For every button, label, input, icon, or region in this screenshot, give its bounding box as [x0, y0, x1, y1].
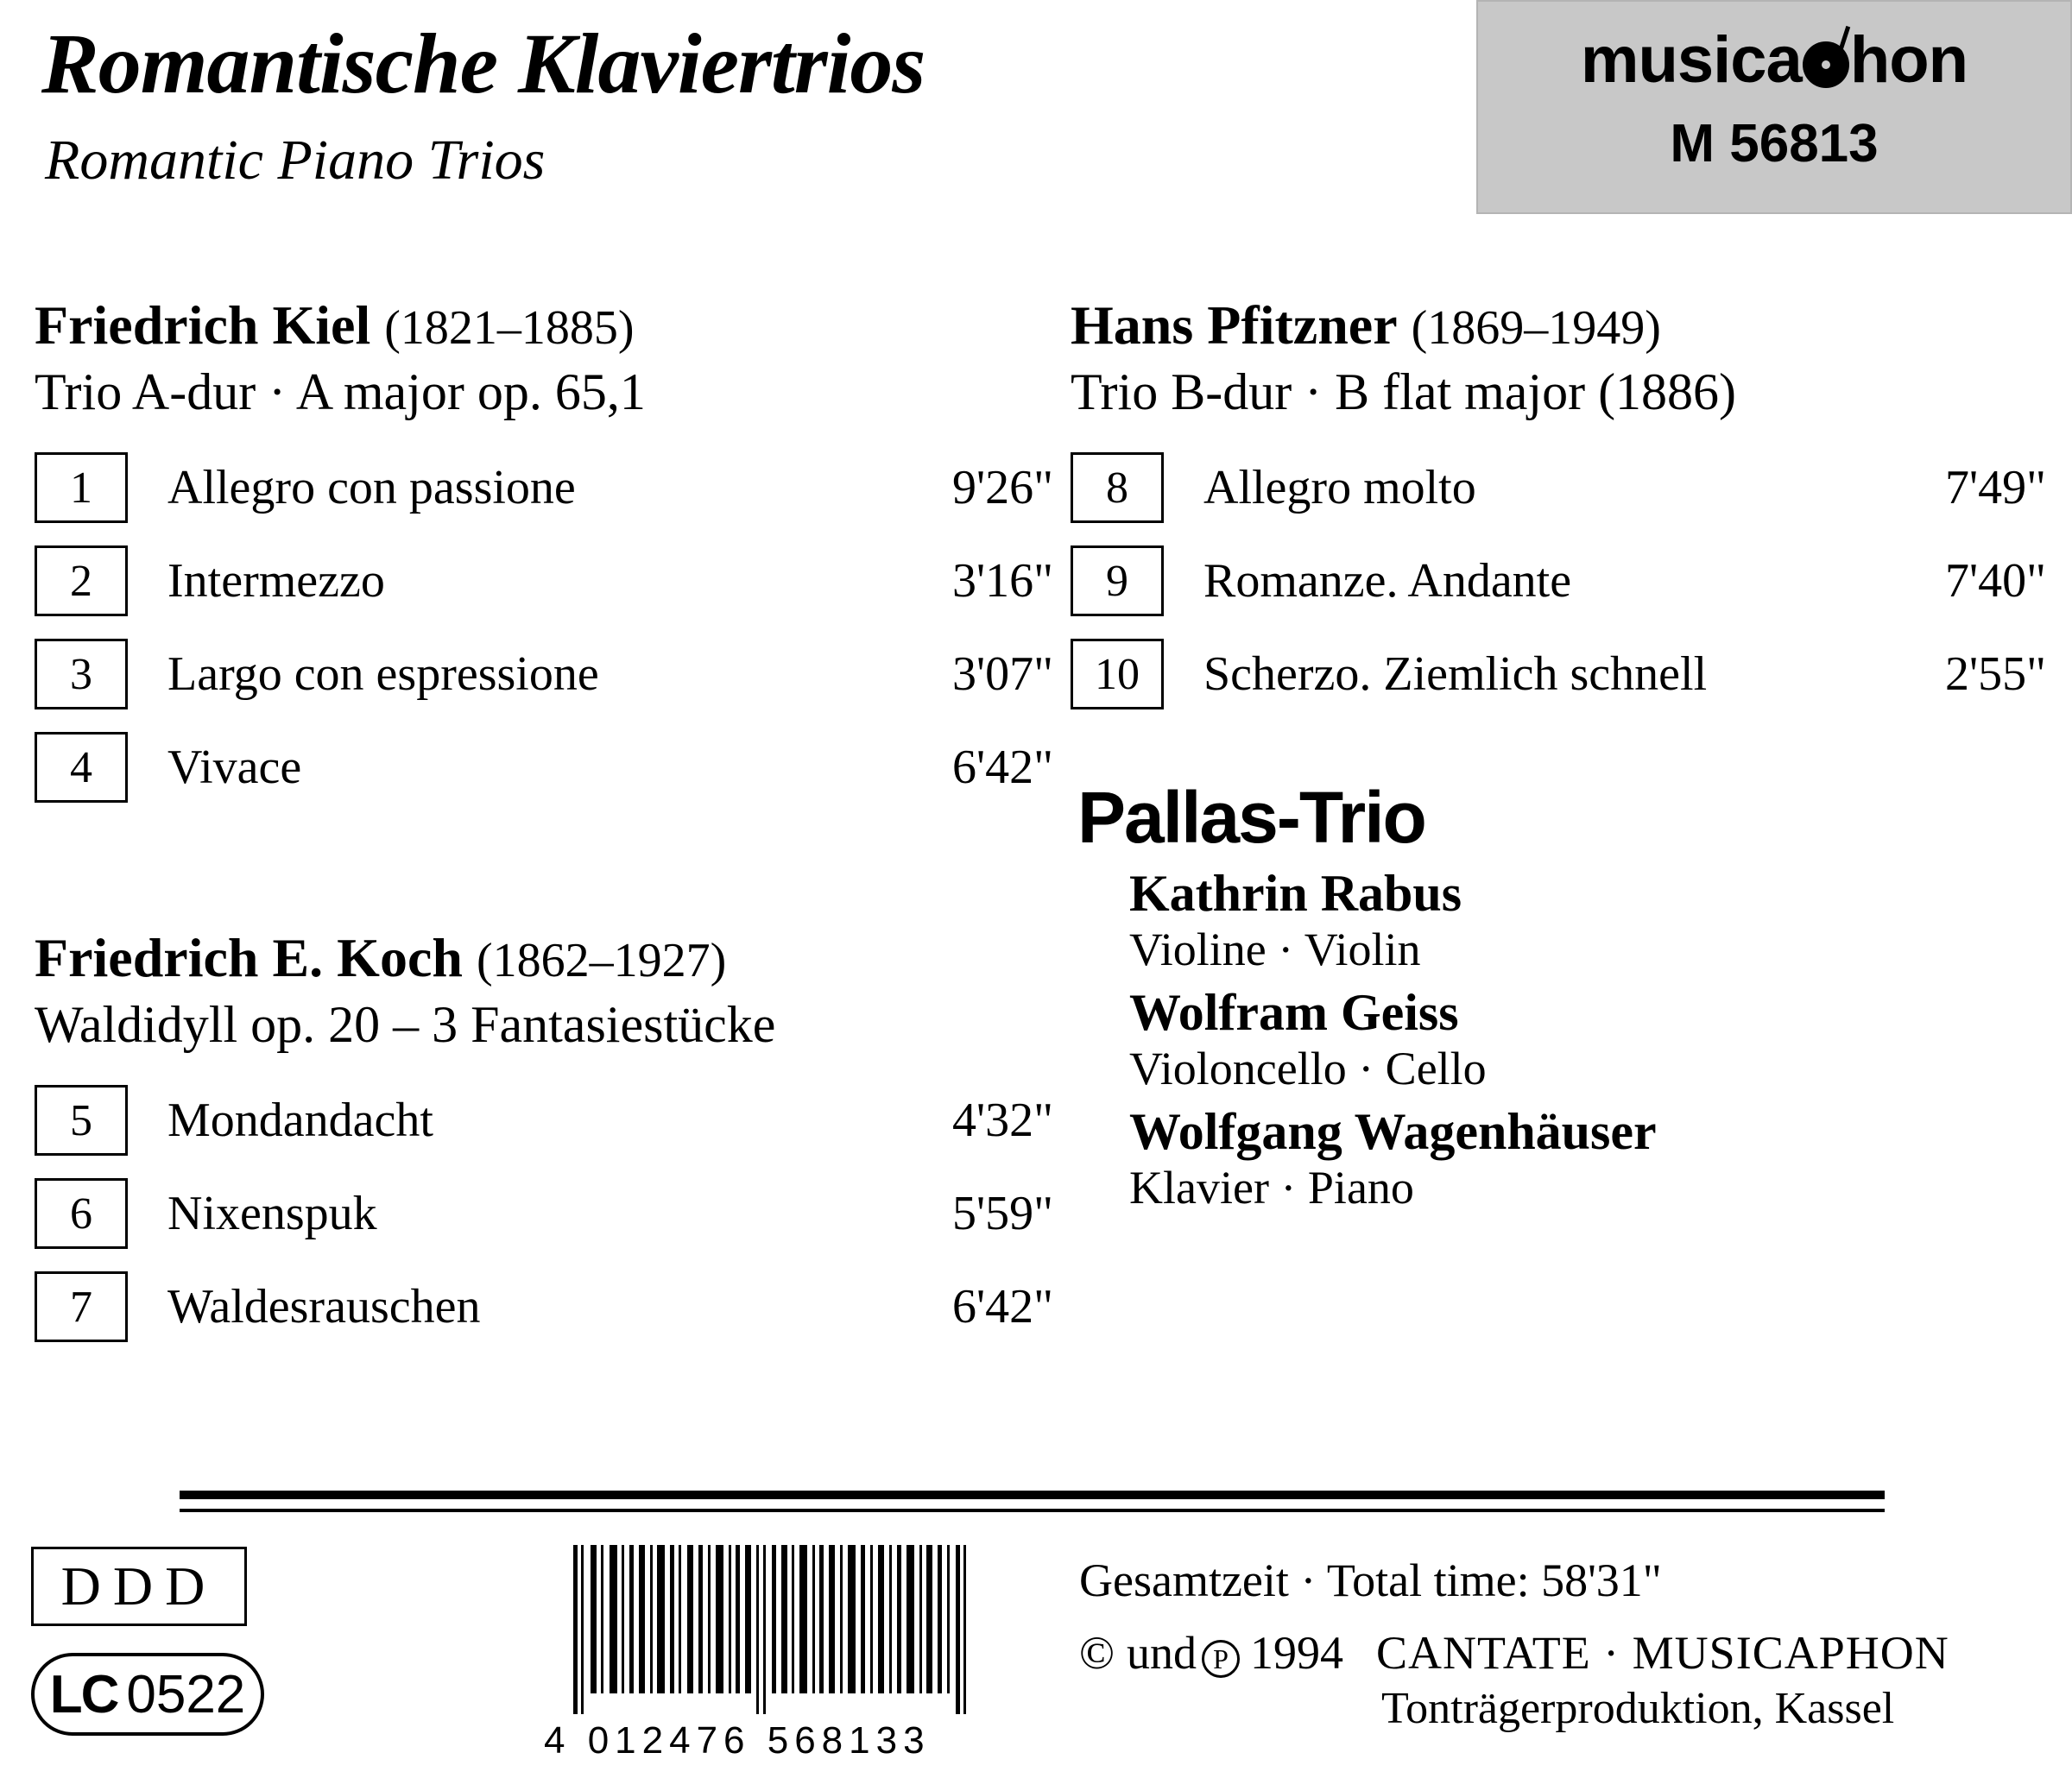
table-row	[1071, 534, 2046, 627]
table-row	[35, 1074, 1053, 1167]
copyright-year: 1994	[1250, 1627, 1344, 1679]
phonogram-icon: P	[1202, 1640, 1240, 1678]
track-title: Intermezzo	[167, 554, 385, 608]
track-duration: 3'07"	[952, 647, 1053, 701]
composer-name: Friedrich E. Koch	[35, 927, 463, 988]
track-title: Vivace	[167, 741, 302, 794]
performer-name: Wolfgang Wagenhäuser	[1129, 1102, 1657, 1160]
track-title: Nixenspuk	[167, 1187, 377, 1240]
list-item	[1129, 865, 2046, 977]
composer-name: Friedrich Kiel	[35, 294, 371, 356]
track-title: Allegro con passione	[167, 461, 576, 514]
composer-heading	[1071, 293, 2046, 357]
track-duration: 4'32"	[952, 1094, 1053, 1147]
label-company: CANTATE · MUSICAPHON	[1376, 1627, 1949, 1679]
left-column	[35, 293, 1053, 1353]
total-time: Gesamtzeit · Total time: 58'31"	[1079, 1554, 1662, 1606]
track-number: 8	[1071, 452, 1164, 523]
track-title: Largo con espressione	[167, 647, 599, 701]
table-row	[35, 441, 1053, 534]
production-note: Tonträgerproduktion, Kassel	[1381, 1684, 1895, 1733]
track-duration: 6'42"	[952, 1280, 1053, 1334]
composer-dates: (1862–1927)	[476, 934, 727, 987]
track-duration: 7'40"	[1945, 554, 2046, 608]
work-title: Waldidyll op. 20 – 3 Fantasiestücke	[35, 996, 776, 1053]
tracklist-kiel	[35, 441, 1053, 814]
ensemble-name: Pallas-Trio	[1077, 777, 1425, 858]
vinyl-disc-icon	[1803, 41, 1849, 88]
track-duration: 6'42"	[952, 741, 1053, 794]
right-column	[1071, 293, 2046, 1221]
label-brand-tail: hon	[1849, 23, 1968, 97]
divider-thin	[180, 1509, 1885, 1512]
label-badge	[1476, 0, 2072, 214]
page-subtitle: Romantic Piano Trios	[45, 129, 546, 192]
list-item	[1129, 984, 2046, 1096]
footer-right	[1079, 1554, 2046, 1734]
performer-name: Wolfram Geiss	[1129, 983, 1459, 1041]
track-duration: 3'16"	[952, 554, 1053, 608]
barcode	[570, 1545, 993, 1718]
track-number: 9	[1071, 545, 1164, 616]
composer-dates: (1821–1885)	[384, 301, 635, 355]
track-duration: 5'59"	[952, 1187, 1053, 1240]
work-title: Trio B-dur · B flat major (1886)	[1071, 363, 1737, 420]
track-title: Mondandacht	[167, 1094, 433, 1147]
track-title: Romanze. Andante	[1203, 554, 1572, 608]
track-number: 4	[35, 732, 128, 803]
table-row	[1071, 441, 2046, 534]
performer-role: Violine · Violin	[1129, 924, 1421, 976]
track-title: Waldesrauschen	[167, 1280, 481, 1334]
track-number: 1	[35, 452, 128, 523]
composer-name: Hans Pfitzner	[1071, 294, 1398, 356]
track-number: 7	[35, 1271, 128, 1342]
track-number: 3	[35, 639, 128, 709]
track-number: 2	[35, 545, 128, 616]
table-row	[35, 1167, 1053, 1260]
label-brand-text: musica	[1580, 23, 1802, 97]
performer-name: Kathrin Rabus	[1129, 865, 1462, 922]
lc-code-badge	[31, 1653, 264, 1736]
tracklist-koch	[35, 1074, 1053, 1353]
composer-dates: (1869–1949)	[1411, 301, 1661, 355]
section-spacer	[35, 814, 1053, 926]
page-title: Romantische Klaviertrios	[41, 16, 925, 111]
lc-prefix: LC	[49, 1664, 118, 1724]
performer-role: Violoncello · Cello	[1129, 1043, 1487, 1094]
table-row	[35, 534, 1053, 627]
tracklist-pfitzner	[1071, 441, 2046, 721]
track-duration: 7'49"	[1945, 461, 2046, 514]
track-number: 5	[35, 1085, 128, 1156]
table-row	[1071, 627, 2046, 721]
ddd-badge: DDD	[31, 1547, 247, 1626]
copyright-symbol: ©	[1079, 1627, 1115, 1679]
list-item	[1129, 1103, 2046, 1215]
catalog-number: M 56813	[1670, 114, 1879, 173]
table-row	[35, 721, 1053, 814]
track-number: 6	[35, 1178, 128, 1249]
composer-heading	[35, 293, 1053, 357]
track-title: Scherzo. Ziemlich schnell	[1203, 647, 1708, 701]
work-title: Trio A-dur · A major op. 65,1	[35, 363, 646, 420]
composer-heading	[35, 926, 1053, 990]
label-brand	[1478, 22, 2070, 98]
table-row	[35, 627, 1053, 721]
track-duration: 9'26"	[952, 461, 1053, 514]
lc-number: 0522	[126, 1664, 246, 1724]
performer-role: Klavier · Piano	[1129, 1161, 1414, 1214]
barcode-digits: 4 012476 568133	[544, 1719, 931, 1762]
table-row	[35, 1260, 1053, 1353]
track-duration: 2'55"	[1945, 647, 2046, 701]
copyright-und: und	[1127, 1627, 1197, 1679]
track-number: 10	[1071, 639, 1164, 709]
track-title: Allegro molto	[1203, 461, 1476, 514]
divider	[180, 1491, 1885, 1499]
barcode-bars	[570, 1545, 993, 1718]
copyright-line	[1079, 1626, 2046, 1680]
